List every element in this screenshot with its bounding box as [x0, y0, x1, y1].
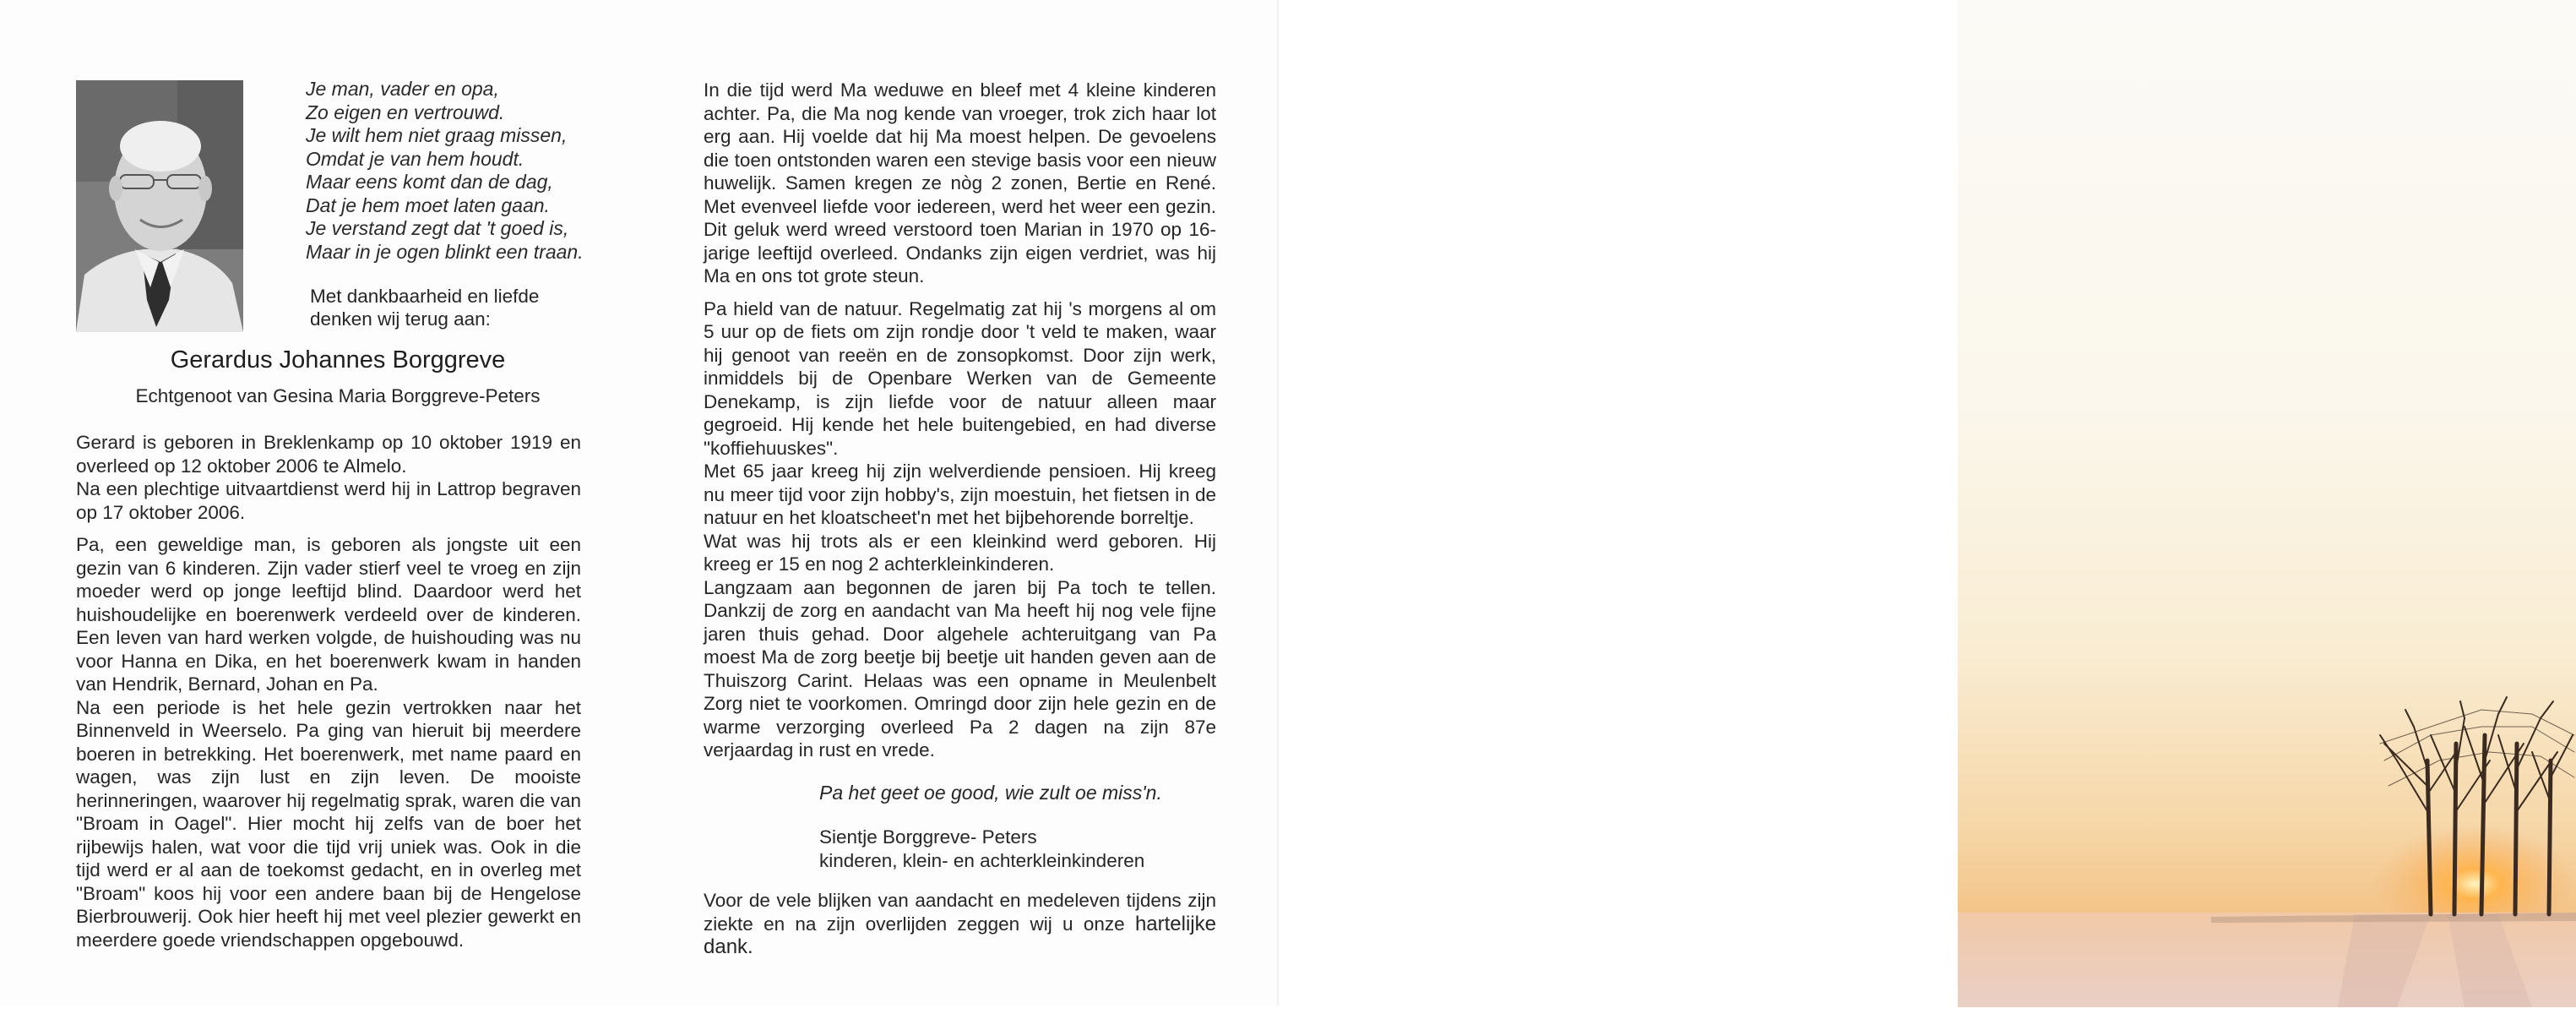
paragraph: In die tijd werd Ma weduwe en bleef met 4 kleine kinderen achter. Pa, die Ma nog kende van vroeger, trok zich haar lot erg aan. Hij voelde dat hij Ma moest helpen. De gevoelens die toen ontstonden waren een stevige basis voor een nieuw huwelijk. Samen kregen ze nòg 2 zonen, Bertie en René. Met evenveel liefde voor iedereen, werd het weer een gezin. Dit geluk werd wreed verstoord toen Marian in 1970 op 16-jarige leeftijd overleed. Ondanks zijn eigen verdriet, was hij Ma en ons tot grote steun.	[704, 79, 1216, 286]
thanks-body: Voor de vele blijken van aandacht en medeleven tijdens zijn ziekte en na zijn overlijden zeggen wij u onze	[704, 890, 1216, 935]
blank-panel	[1279, 0, 1954, 1014]
text-panel	[0, 0, 1277, 1006]
poem-line: Je wilt hem niet graag missen,	[306, 124, 568, 146]
paragraph: Wat was hij trots als er een kleinkind werd geboren. Hij kreeg er 15 en nog 2 achterkleinkinderen.	[704, 530, 1216, 575]
poem-line: Je man, vader en opa,	[306, 78, 499, 100]
sunset-trees-photo	[1958, 0, 2576, 1007]
paragraph: Met 65 jaar kreeg hij zijn welverdiende pensioen. Hij kreeg nu meer tijd voor zijn hobby's, zijn moestuin, het fietsen in de natuur en het kloatscheet'n met het bijbehorende borreltje.	[704, 461, 1216, 528]
poem-line: Je verstand zegt dat 't goed is,	[306, 217, 569, 239]
signature-line: Sientje Borggreve- Peters	[819, 826, 1037, 848]
thanks-emphasis: hartelijke dank.	[704, 912, 1216, 958]
poem-line: Dat je hem moet laten gaan.	[306, 194, 550, 216]
deceased-name: Gerardus Johannes Borggreve	[170, 346, 506, 373]
poem-line: Maar eens komt dan de dag,	[306, 171, 553, 193]
paragraph: Pa, een geweldige man, is geboren als jongste uit een gezin van 6 kinderen. Zijn vader stierf veel te vroeg en zijn moeder werd op jonge leeftijd blind. Daardoor werd het huishoudelijke en boerenwerk verdeeld over de kinderen. Een leven van hard werken volgde, de huishouding was nu voor Hanna en Dika, en het boerenwerk kwam in handen van Hendrik, Bernard, Johan en Pa.	[76, 534, 581, 695]
intro-text	[310, 285, 539, 330]
paragraph: Langzaam aan begonnen de jaren bij Pa toch te tellen. Dankzij de zorg en aandacht van Ma heeft hij nog vele fijne jaren thuis gehad. Door algehele achteruitgang van Pa moest Ma de zorg beetje bij beetje uit handen geven aan de Thuiszorg Carint. Helaas was een opname in Meulenbelt Zorg niet te voorkomen. Omringd door zijn hele gezin en de warme verzorging overleed Pa 2 dagen na zijn 87e verjaardag in rust en vrede.	[704, 576, 1216, 760]
closing-quote: Pa het geet oe good, wie zult oe miss'n.	[819, 782, 1162, 804]
biography-left-column	[76, 431, 581, 961]
paragraph: Gerard is geboren in Breklenkamp op 10 oktober 1919 en overleed op 12 oktober 2006 te Almelo.	[76, 432, 581, 477]
intro-line: denken wij terug aan:	[310, 308, 491, 330]
poem-line: Omdat je van hem houdt.	[306, 147, 524, 170]
poem-line: Zo eigen en vertrouwd.	[306, 101, 505, 123]
spouse-line: Echtgenoot van Gesina Maria Borggreve-Peters	[135, 385, 541, 406]
poem	[306, 78, 584, 264]
biography-right-column	[704, 79, 1216, 771]
paragraph: Pa hield van de natuur. Regelmatig zat hij 's morgens al om 5 uur op de fiets om zijn rondje door 't veld te maken, waar hij genoot van reeën en de zonsopkomst. Door zijn werk, inmiddels bij de Openbare Werken van de Gemeente Denekamp, is zijn liefde voor de natuur alleen maar gegroeid. Hij kende het hele buitengebied, en had diverse "koffiehuuskes".	[704, 297, 1216, 459]
thanks-text	[704, 889, 1216, 959]
paragraph: Na een periode is het hele gezin vertrokken naar het Binnenveld in Weerselo. Pa ging van hieruit bij meerdere boeren in betrekking. Het boerenwerk, met name paard en wagen, was zijn lust en zijn leven. De mooiste herinneringen, waarover hij regelmatig sprak, waren die van "Broam in Oagel". Hier mocht hij zelfs van de boer het rijbewijs halen, wat voor die tijd vrij uniek was. Ook in die tijd werd er al aan de toekomst gedacht, en in overleg met "Broam" koos hij voor een andere baan bij de Hengelose Bierbrouwerij. Ook hier heeft hij met veel plezier gewerkt en meerdere goede vriendschappen opgebouwd.	[76, 696, 581, 951]
portrait-photo	[76, 80, 243, 332]
signature-line: kinderen, klein- en achterkleinkinderen	[819, 849, 1145, 871]
intro-line: Met dankbaarheid en liefde	[310, 286, 540, 307]
paragraph: Na een plechtige uitvaartdienst werd hij in Lattrop begraven op 17 oktober 2006.	[76, 478, 581, 523]
signature	[819, 826, 1144, 872]
portrait-illustration	[76, 80, 243, 332]
poem-line: Maar in je ogen blinkt een traan.	[306, 240, 584, 263]
winter-sunset-illustration	[1958, 0, 2576, 1007]
